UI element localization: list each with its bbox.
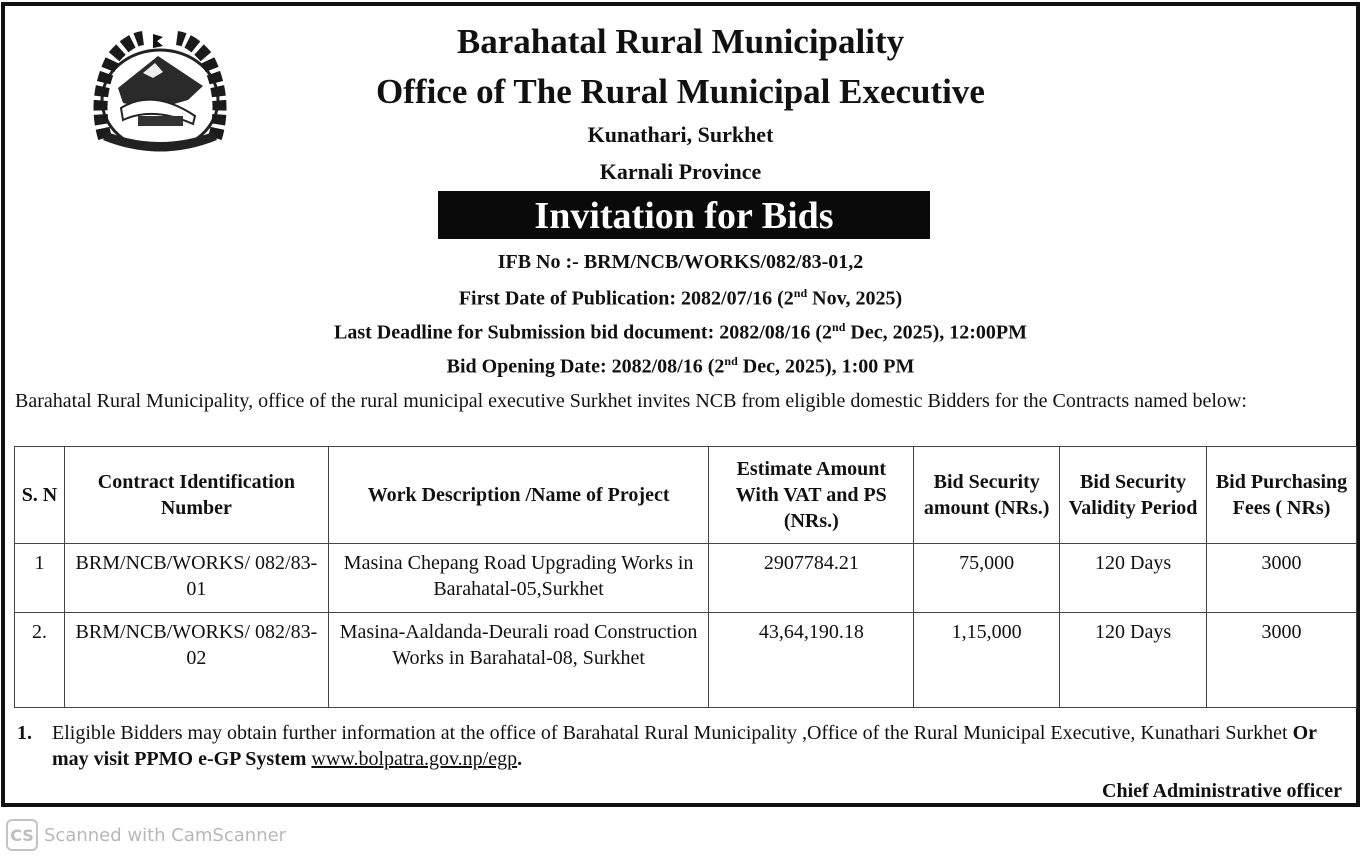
col-header-description: Work Description /Name of Project (328, 447, 709, 544)
cell-validity: 120 Days (1060, 544, 1207, 613)
cell-estimate: 43,64,190.18 (709, 613, 914, 708)
cell-contract-id: BRM/NCB/WORKS/ 082/83-01 (64, 544, 328, 613)
table-header-row (15, 447, 1357, 544)
province-line: Karnali Province (599, 159, 762, 184)
camscanner-watermark (6, 818, 286, 852)
contracts-table (14, 446, 1357, 708)
cell-bid-security: 1,15,000 (914, 613, 1060, 708)
egp-link[interactable]: www.bolpatra.gov.np/egp (311, 748, 518, 770)
invitation-banner: Invitation for Bids (438, 191, 930, 239)
col-header-bid-security: Bid Security amount (NRs.) (914, 447, 1060, 544)
note-bold-text: Or may visit PPMO e-GP System (52, 722, 1317, 770)
table-row (15, 544, 1357, 613)
cell-fee: 3000 (1207, 613, 1357, 708)
municipality-title: Barahatal Rural Municipality (456, 22, 905, 61)
col-header-contract-id: Contract Identification Number (64, 447, 328, 544)
cell-estimate: 2907784.21 (709, 544, 914, 613)
publication-date: First Date of Publication: 2082/07/16 (2nd Nov, 2025) (458, 286, 903, 310)
bid-opening-date: Bid Opening Date: 2082/08/16 (2nd Dec, 2025), 1:00 PM (446, 354, 915, 378)
notice-frame (1, 2, 1360, 807)
camscanner-logo-icon: CS (6, 819, 38, 851)
table-row (15, 613, 1357, 708)
office-subtitle: Office of The Rural Municipal Executive (376, 72, 985, 111)
note-number: 1. (17, 722, 32, 744)
note-text: Eligible Bidders may obtain further information at the office of Barahatal Rural Municipality ,Office of the Rural Municipal Executive, Kunathari Surkhet (52, 722, 1293, 744)
cell-fee: 3000 (1207, 544, 1357, 613)
ifb-number: IFB No :- BRM/NCB/WORKS/082/83-01,2 (497, 251, 864, 273)
cell-validity: 120 Days (1060, 613, 1207, 708)
intro-paragraph: Barahatal Rural Municipality, office of the rural municipal executive Surkhet invites NCB from eligible domestic Bidders for the Contracts named below: (15, 390, 1247, 412)
note-item: 1. Eligible Bidders may obtain further information at the office of Barahatal Rural Municipality ,Office of the Rural Municipal Executive, Kunathari Surkhet Or may visit PPMO e-GP System www.bolpatra.gov.np/egp. (17, 722, 1317, 770)
watermark-text: Scanned with CamScanner (44, 824, 287, 846)
col-header-fee: Bid Purchasing Fees ( NRs) (1207, 447, 1357, 544)
col-header-validity: Bid Security Validity Period (1060, 447, 1207, 544)
signature: Chief Administrative officer (1102, 780, 1342, 802)
cell-sn: 2. (15, 613, 65, 708)
cell-sn: 1 (15, 544, 65, 613)
cell-description: Masina Chepang Road Upgrading Works in Barahatal-05,Surkhet (328, 544, 709, 613)
location-line: Kunathari, Surkhet (587, 122, 774, 147)
cell-contract-id: BRM/NCB/WORKS/ 082/83-02 (64, 613, 328, 708)
cell-description: Masina-Aaldanda-Deurali road Construction Works in Barahatal-08, Surkhet (328, 613, 709, 708)
col-header-sn: S. N (15, 447, 65, 544)
submission-deadline: Last Deadline for Submission bid document: 2082/08/16 (2nd Dec, 2025), 12:00PM (333, 320, 1027, 344)
cell-bid-security: 75,000 (914, 544, 1060, 613)
col-header-estimate: Estimate Amount With VAT and PS (NRs.) (709, 447, 914, 544)
